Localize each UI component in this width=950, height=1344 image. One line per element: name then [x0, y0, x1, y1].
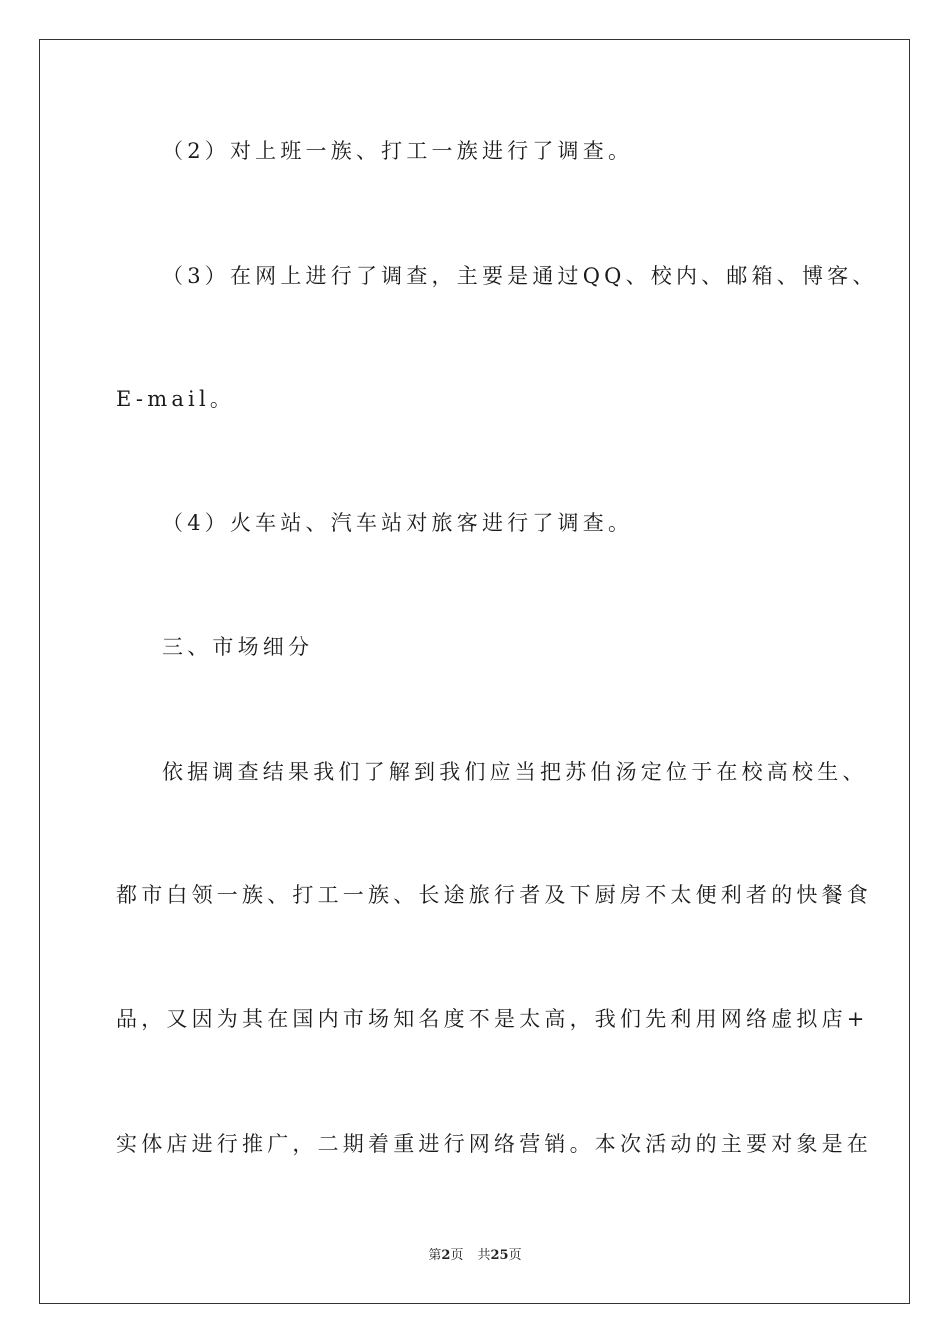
paragraph-line-7: 都市白领一族、打工一族、长途旅行者及下厨房不太便利者的快餐食: [116, 883, 872, 907]
footer-total-suffix: 页: [508, 1248, 522, 1263]
footer-page-number: 2: [441, 1248, 451, 1263]
paragraph-line-4: （4）火车站、汽车站对旅客进行了调查。: [162, 511, 634, 535]
footer-page-suffix: 页: [450, 1248, 464, 1263]
paragraph-line-3: E-mail。: [116, 387, 236, 411]
paragraph-line-6: 依据调查结果我们了解到我们应当把苏伯汤定位于在校高校生、: [162, 760, 868, 784]
paragraph-line-1: （2）对上班一族、打工一族进行了调查。: [162, 139, 634, 163]
page-frame: [39, 39, 910, 1304]
paragraph-line-8: 品，又因为其在国内市场知名度不是太高，我们先利用网络虚拟店+: [116, 1007, 869, 1031]
page-footer: [0, 1247, 950, 1265]
footer-total-prefix: 共: [477, 1248, 491, 1263]
paragraph-line-2: （3）在网上进行了调查，主要是通过QQ、校内、邮箱、博客、: [162, 264, 878, 288]
footer-page-prefix: 第: [428, 1248, 442, 1263]
section-heading: 三、市场细分: [162, 635, 314, 659]
paragraph-line-9: 实体店进行推广，二期着重进行网络营销。本次活动的主要对象是在: [116, 1132, 872, 1156]
footer-total-pages: 25: [490, 1248, 509, 1263]
